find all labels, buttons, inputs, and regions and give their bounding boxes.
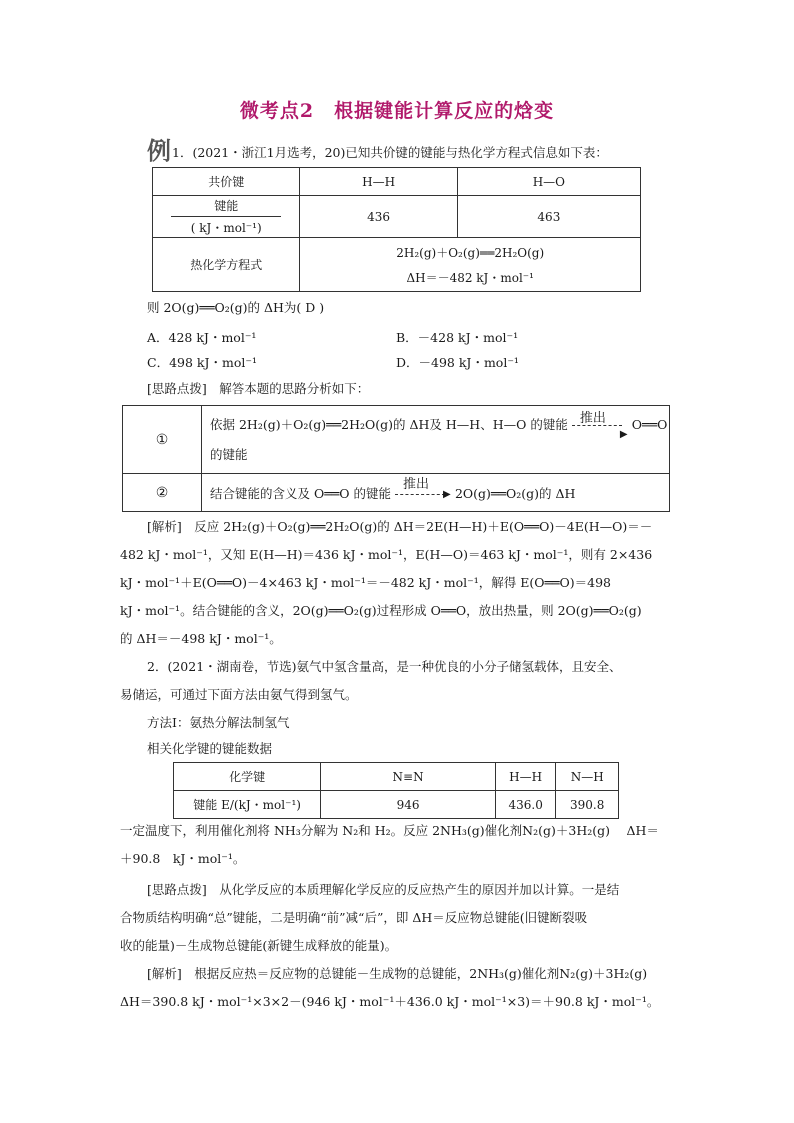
q1-ask: 则 2O(g)══O₂(g)的 ΔH为( D ) <box>147 300 325 315</box>
q2-table-r1: 946 <box>321 791 496 819</box>
q2-table-h2: H—H <box>495 763 556 791</box>
example-mark: 例 <box>147 136 171 165</box>
arrow-icon: 推出 ▶ <box>395 487 451 501</box>
think-num-2: ② <box>123 474 202 512</box>
q1-analysis-5: 的 ΔH＝－498 kJ・mol⁻¹。 <box>120 631 282 646</box>
q1-table-h1: H—H <box>300 168 457 196</box>
think-step-1: 依据 2H₂(g)＋O₂(g)══2H₂O(g)的 ΔH及 H—H、H—O 的键能 推出 ▶ O══O 的键能 <box>202 406 670 474</box>
q1-hint-title: [思路点拨] 解答本题的思路分析如下： <box>147 381 370 396</box>
q2-table-r2: 436.0 <box>495 791 556 819</box>
q1-analysis-3: kJ・mol⁻¹＋E(O══O)－4×463 kJ・mol⁻¹＝－482 kJ・mol⁻¹，解得 E(O══O)＝498 <box>120 575 611 590</box>
q2-stem-1: 2．(2021・湖南卷，节选)氨气中氢含量高，是一种优良的小分子储氢载体，且安全、 <box>147 659 622 674</box>
q1-analysis-2: 482 kJ・mol⁻¹，又知 E(H—H)＝436 kJ・mol⁻¹，E(H—O)＝463 kJ・mol⁻¹，则有 2×436 <box>120 547 653 562</box>
q1-table-h0: 共价键 <box>153 168 300 196</box>
q2-stem-2: 易储运，可通过下面方法由氨气得到氢气。 <box>120 687 358 702</box>
think-step-2: 结合键能的含义及 O══O 的键能 推出 ▶ 2O(g)══O₂(g)的 ΔH <box>202 474 670 512</box>
q1-energy-hh: 436 <box>300 196 457 238</box>
q1-think-table <box>122 405 670 512</box>
q2-line-1: 一定温度下，利用催化剂将 NH₃分解为 N₂和 H₂。反应 2NH₃(g)催化剂N₂(g)＋3H₂(g) ΔH＝ <box>120 823 659 838</box>
q2-hint-2: 合物质结构明确“总”键能，二是明确“前”减“后”，即 ΔH＝反应物总键能(旧键断裂吸 <box>120 910 588 925</box>
q1-analysis-4: kJ・mol⁻¹。结合键能的含义，2O(g)══O₂(g)过程形成 O══O，放出热量，则 2O(g)══O₂(g) <box>120 603 642 618</box>
q2-table-h1: N≡N <box>321 763 496 791</box>
q1-bond-table <box>152 167 641 292</box>
q2-table-r3: 390.8 <box>556 791 619 819</box>
q1-energy-ho: 463 <box>457 196 640 238</box>
q1-energy-label: 键能 ( kJ・mol⁻¹) <box>153 196 300 238</box>
q1-eq-label: 热化学方程式 <box>153 238 300 292</box>
q2-method: 方法Ⅰ：氨热分解法制氢气 <box>147 715 290 730</box>
q1-option-c: C．498 kJ・mol⁻¹ <box>147 355 257 370</box>
think-num-1: ① <box>123 406 202 474</box>
q1-option-d: D．－498 kJ・mol⁻¹ <box>396 355 519 370</box>
q2-data-title: 相关化学键的键能数据 <box>147 741 273 756</box>
q2-hint-1: [思路点拨] 从化学反应的本质理解化学反应的反应热产生的原因并加以计算。一是结 <box>147 882 620 897</box>
q1-analysis-1: [解析] 反应 2H₂(g)＋O₂(g)══2H₂O(g)的 ΔH＝2E(H—H)＋E(O══O)－4E(H—O)＝－ <box>147 519 653 534</box>
q2-analysis-2: ΔH＝390.8 kJ・mol⁻¹×3×2－(946 kJ・mol⁻¹＋436.0 kJ・mol⁻¹×3)＝＋90.8 kJ・mol⁻¹。 <box>120 994 660 1009</box>
q2-line-2: ＋90.8 kJ・mol⁻¹。 <box>120 851 246 866</box>
q2-table-h3: N—H <box>556 763 619 791</box>
q1-option-a: A．428 kJ・mol⁻¹ <box>147 330 257 345</box>
arrow-icon: 推出 ▶ <box>572 418 628 432</box>
q2-table-h0: 化学键 <box>174 763 321 791</box>
q1-stem: 1．(2021・浙江1月选考，20)已知共价键的键能与热化学方程式信息如下表： <box>172 145 608 160</box>
q2-hint-3: 收的能量)－生成物总键能(新键生成释放的能量)。 <box>120 938 398 953</box>
q2-bond-table <box>173 762 619 819</box>
q1-table-h2: H—O <box>457 168 640 196</box>
q2-analysis-1: [解析] 根据反应热＝反应物的总键能－生成物的总键能，2NH₃(g)催化剂N₂(g)＋3H₂(g) <box>147 966 648 981</box>
q2-table-r0: 键能 E/(kJ・mol⁻¹) <box>174 791 321 819</box>
section-title: 微考点2 根据键能计算反应的焓变 <box>239 100 555 122</box>
q1-option-b: B．－428 kJ・mol⁻¹ <box>396 330 519 345</box>
q1-eq-cell: 2H₂(g)＋O₂(g)══2H₂O(g) ΔH＝－482 kJ・mol⁻¹ <box>300 238 641 292</box>
